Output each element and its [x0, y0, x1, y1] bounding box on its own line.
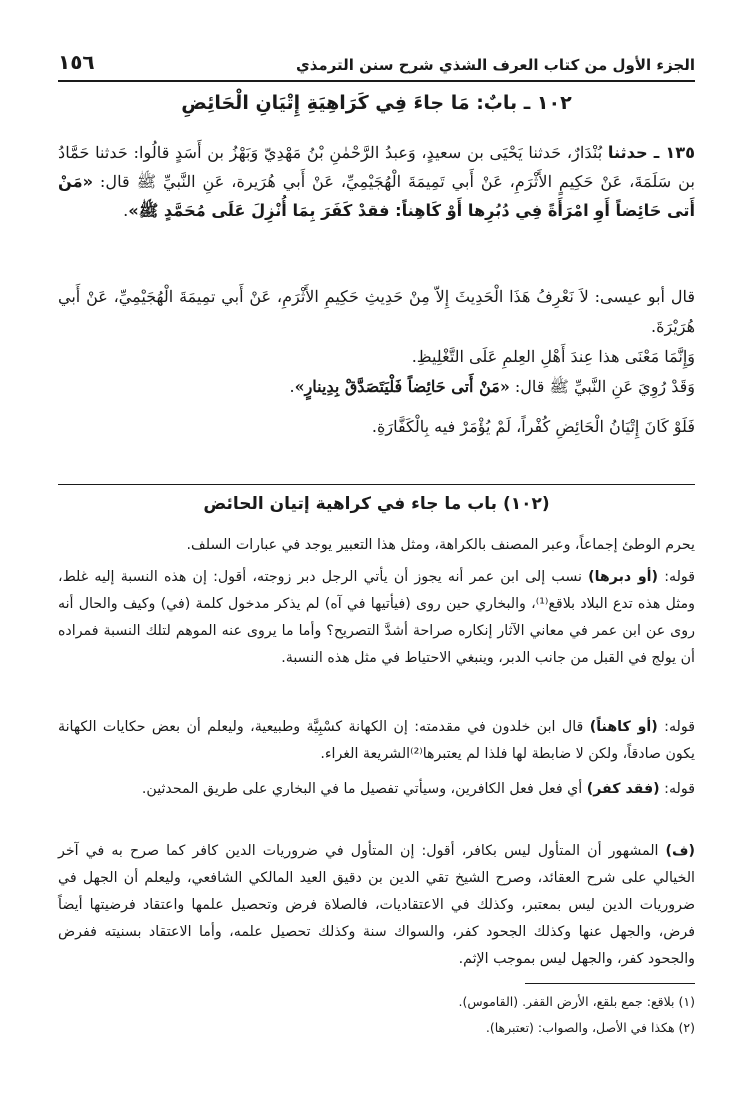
- p5-keyword: (ف): [665, 843, 695, 859]
- commentary-paragraph-1: يحرم الوطئ إجماعاً، وعبر المصنف بالكراهة، ومثل هذا التعبير يوجد في عبارات السلف.: [186, 537, 695, 553]
- p4-body: أي فعل فعل الكافرين، وسيأتي تفصيل ما في البخاري على طريق المحدثين.: [141, 781, 587, 797]
- p2-prefix: قوله:: [658, 569, 696, 585]
- p3-keyword: (أو كاهناً): [589, 719, 658, 735]
- hadith-matn: «مَنْ أَتى حَائِضاً أَوِ امْرَأَةً فِي دُبُرِها أَوْ كَاهِناً: فقدْ كَفَرَ بِمَا أُنْزِلَ عَلَى مُحَمَّدٍ ﷺ»: [58, 172, 695, 220]
- page-header: [58, 40, 695, 82]
- running-title: الجزء الأول من كتاب العرف الشذي شرح سنن الترمذي: [296, 56, 695, 74]
- p2-keyword: (أو دبرها): [588, 569, 658, 585]
- commentary-paragraph-2: [58, 564, 695, 672]
- footnote-2: (٢) هكذا في الأصل، والصواب: (تعتبرها).: [485, 1020, 695, 1035]
- commentary-paragraph-5: [58, 838, 695, 973]
- hadith-number: ١٣٥ ـ حدثنا: [607, 143, 696, 162]
- p4-keyword: (فقد كفر): [586, 781, 660, 797]
- commentary-paragraph-3: [58, 714, 695, 768]
- comment-3-matn: «مَنْ أَتى حَائِضاً فَلْيَتَصَدَّقْ بِدِينارٍ»: [294, 377, 510, 396]
- section-divider: [58, 484, 695, 485]
- p2-body: نسب إلى ابن عمر أنه يجوز أن يأتي الرجل دبر زوجته، أقول: إن هذه النسبة إليه غلط، ومثل هذه تدع البلاد بلاقع⁽¹⁾، والبخاري حين روى (فيأتيها في آه) لم يذكر مدخول كلمة (في) وكيف والحال أنه روى عن ابن عمر في معاني الآثار إنكاره صراحة أشدَّ التصريح؟ وأما ما يروى عنه الموهم لتلك النسبة فمراده أن يولج في القبل من جانب الدبر، وينبغي الاحتياط في مثل هذه النسبة.: [58, 569, 695, 666]
- footnote-rule: [525, 983, 695, 984]
- hadith-text: [58, 138, 695, 225]
- tirmidhi-comment-4: فَلَوْ كَانَ إِتْيَانُ الْحَائِضِ كُفْراً، لَمْ يُؤْمَرْ فيه بِالْكَفَّارَةِ.: [371, 417, 695, 436]
- comment-3-intro: وَقَدْ رُوِيَ عَنِ النَّبيِّ ﷺ قال:: [509, 377, 695, 396]
- tirmidhi-comment-3: [58, 372, 695, 402]
- p3-prefix: قوله:: [657, 719, 695, 735]
- hadith-end: .: [123, 201, 129, 220]
- p5-body: المشهور أن المتأول ليس بكافر، أقول: إن المتأول في ضروريات الدين كافر كما صرح به في آخر الخيالي على شرح العقائد، وصرح الشيخ تقي الدين بن دقيق العيد المالكي الشافعي، وليعلم أن الجهل في ضروريات الدين ليس بمعتبر، وكذلك في الاعتقاديات، فالصلاة فرض وتحصيل علمها واعتقاد فرضيتها أيضاً فرض، والجهل عنها وكذلك الجحود كفر، والسواك سنة وكذلك تحصيل علمه، وأما الاعتقاد بسنيته ففرض والجحود كفر، والجهل ليس بموجب الإثم.: [58, 843, 695, 967]
- p4-prefix: قوله:: [659, 781, 695, 797]
- tirmidhi-comment-2: وَإِنَّمَا مَعْنَى هذا عِندَ أَهْلِ العِلمِ عَلَى التَّغْلِيظِ.: [411, 347, 695, 366]
- commentary-title: (١٠٢) باب ما جاء في كراهية إتيان الحائض: [203, 494, 550, 514]
- hadith-isnad: بُنْدَارٌ، حَدثنا يَحْيَى بن سعيدٍ، وَعبدُ الرَّحْمٰنِ بْنُ مَهْدِيّ وَبَهْزُ بن أَسَدٍ قالُوا: حَدثنا حَمَّادُ بن سَلَمَةَ، عَنْ حَكِيمٍ الأَثْرَمِ، عَنْ أَبي تَمِيمَةَ الْهُجَيْمِيِّ، عَنْ أَبي هُرَيرة، عَنِ النَّبيِّ ﷺ قال:: [58, 143, 695, 191]
- chapter-title: ١٠٢ ـ بابٌ: مَا جاءَ فِي كَرَاهِيَةِ إِتْيَانِ الْحَائِضِ: [181, 92, 572, 114]
- page-number: ١٥٦: [58, 50, 95, 74]
- footnote-1: (١) بلاقع: جمع بلقع، الأرض القفر. (القاموس).: [458, 994, 695, 1009]
- p3-body: قال ابن خلدون في مقدمته: إن الكهانة كسْبِيَّة وطبيعية، وليعلم أن بعض حكايات الكهانة يكون صادقاً، ولكن لا ضابطة لها فلذا لم يعتبرها⁽²⁾الشريعة الغراء.: [58, 719, 695, 762]
- comment-3-end: .: [289, 377, 295, 396]
- tirmidhi-comment-1: قال أبو عيسى: لاَ نَعْرِفُ هَذَا الْحَدِيثَ إِلاّ مِنْ حَدِيثِ حَكِيمِ الأَثْرَمِ، عَنْ أَبي تمِيمَةَ الْهُجَيْمِيِّ، عَنْ أَبي هُرَيْرَةَ.: [58, 287, 695, 336]
- commentary-paragraph-4: [58, 776, 695, 803]
